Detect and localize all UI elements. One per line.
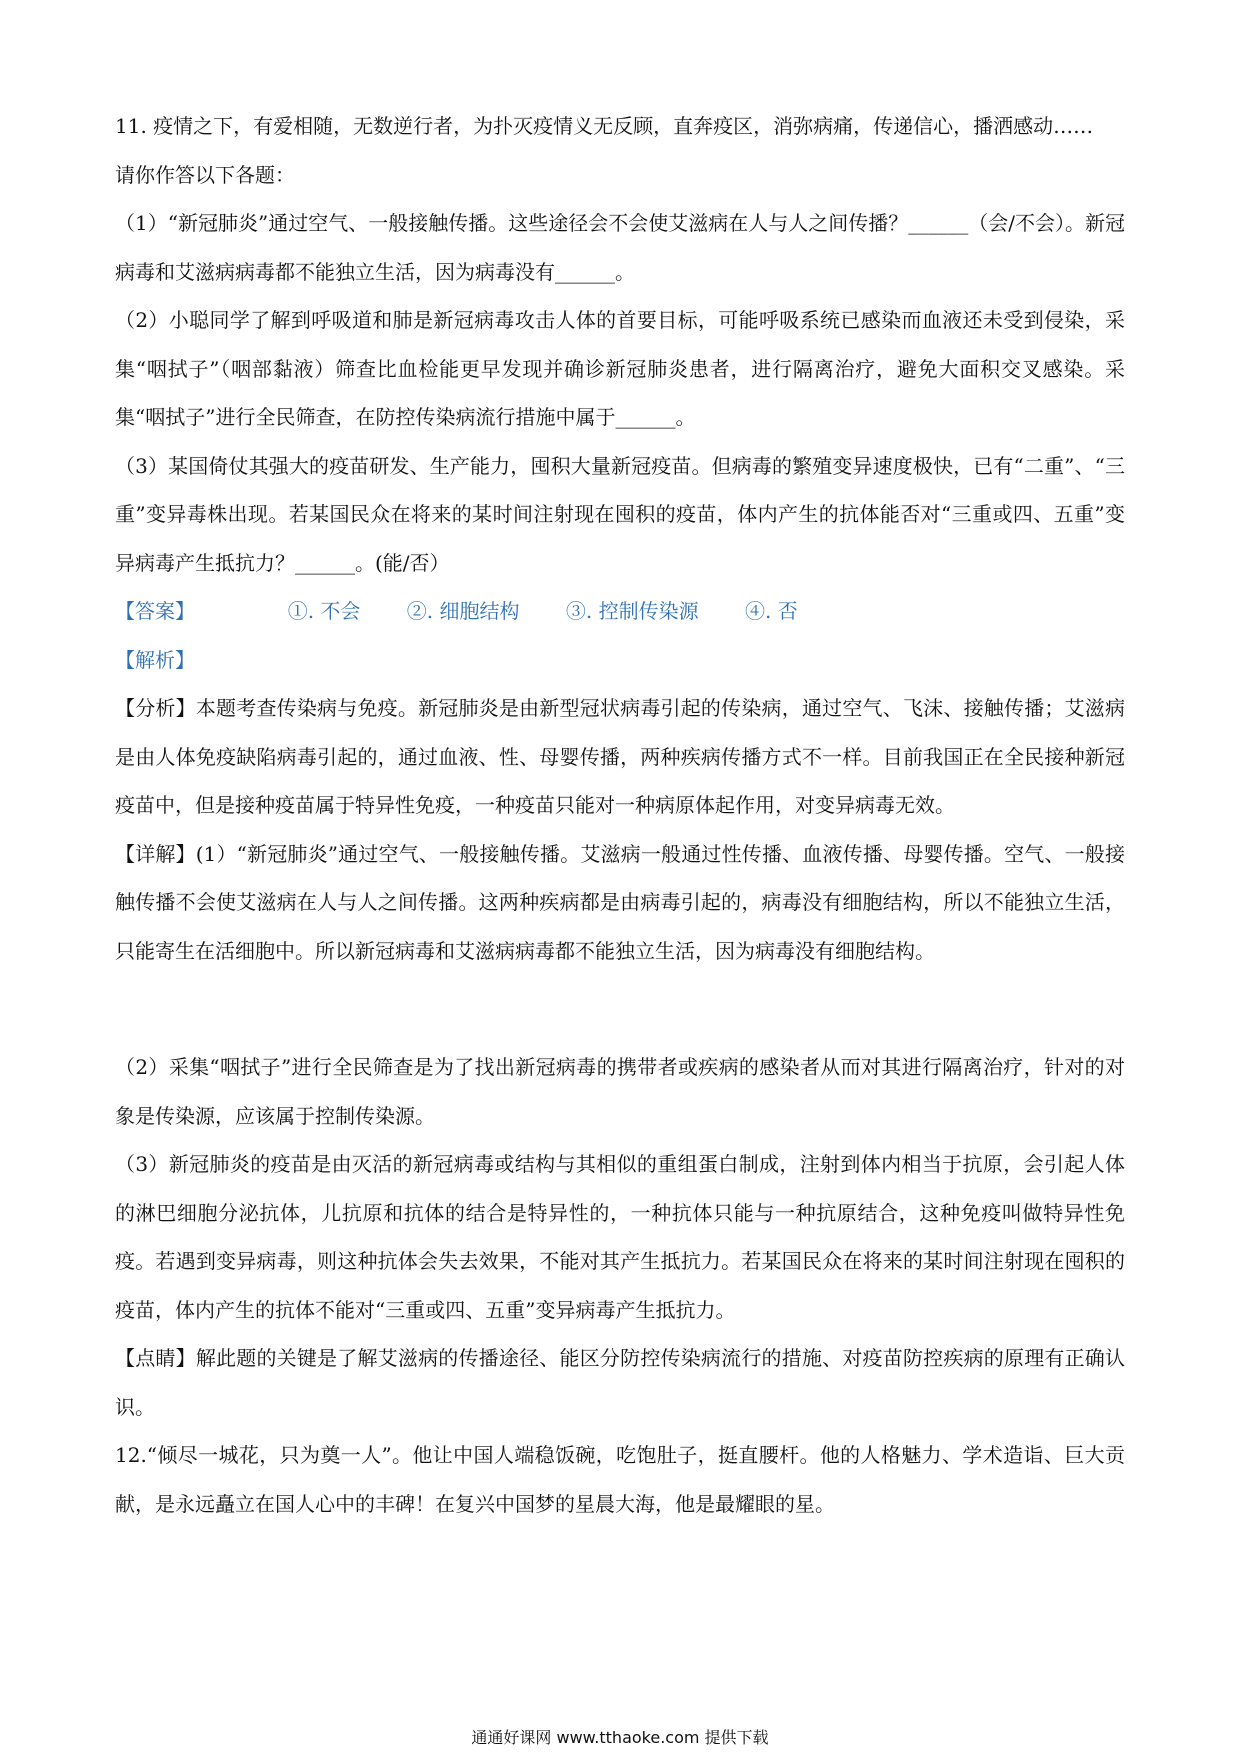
spacer — [115, 975, 1125, 1043]
fenxi-text: 本题考查传染病与免疫。新冠肺炎是由新型冠状病毒引起的传染病，通过空气、飞沫、接触传播；艾滋病是由人体免疫缺陷病毒引起的，通过血液、性、母婴传播，两种疾病传播方式不一样。目前我国正在全民接种新冠疫苗中，但是接种疫苗属于特异性免疫，一种疫苗只能对一种病原体起作用，对变异病毒无效。 — [115, 696, 1126, 817]
analysis-paragraph — [115, 684, 1125, 830]
dianjing-text: 解此题的关键是了解艾滋病的传播途径、能区分防控传染病流行的措施、对疫苗防控疾病的原理有正确认识。 — [115, 1346, 1126, 1419]
xiangjie-text-1: (1）“新冠肺炎”通过空气、一般接触传播。艾滋病一般通过性传播、血液传播、母婴传播。空气、一般接触传播不会使艾滋病在人与人之间传播。这两种疾病都是由病毒引起的，病毒没有细胞结构，所以不能独立生活，只能寄生在活细胞中。所以新冠病毒和艾滋病病毒都不能独立生活，因为病毒没有细胞结构。 — [115, 841, 1126, 963]
page-footer: 通通好课网 www.tthaoke.com 提供下载 — [471, 1728, 769, 1747]
q11-intro-line-1: 11. 疫情之下，有爱相随，无数逆行者，为扑灭疫情义无反顾，直奔疫区，消弥病痛，传递信心，播洒感动…… — [115, 114, 1094, 138]
answer-line — [115, 587, 1125, 636]
detail-paragraph-3: （3）新冠肺炎的疫苗是由灭活的新冠病毒或结构与其相似的重组蛋白制成，注射到体内相当于抗原，会引起人体的淋巴细胞分泌抗体，儿抗原和抗体的结合是特异性的，一种抗体只能与一种抗原结合，这种免疫叫做特异性免疫。若遇到变异病毒，则这种抗体会失去效果，不能对其产生抵抗力。若某国民众在将来的某时间注射现在囤积的疫苗，体内产生的抗体不能对“三重或四、五重”变异病毒产生抵抗力。 — [115, 1152, 1125, 1322]
detail-paragraph-1 — [115, 830, 1125, 976]
q11-sub-question-2: （2）小聪同学了解到呼吸道和肺是新冠病毒攻击人体的首要目标，可能呼吸系统已感染而血液还未受到侵染，采集“咽拭子”（咽部黏液）筛查比血检能更早发现并确诊新冠肺炎患者，进行隔离治疗，避免大面积交叉感染。采集“咽拭子”进行全民筛查，在防控传染病流行措施中属于______。 — [115, 308, 1125, 429]
answer-4: ④. 否 — [744, 599, 798, 623]
key-point-paragraph — [115, 1334, 1125, 1431]
answer-2: ②. 细胞结构 — [406, 599, 520, 623]
answer-3: ③. 控制传染源 — [565, 599, 699, 623]
xiangjie-label: 【详解】 — [115, 841, 196, 866]
fenxi-label: 【分析】 — [115, 696, 196, 720]
page-content — [115, 102, 1125, 1528]
dianjing-label: 【点睛】 — [115, 1346, 196, 1370]
analysis-heading: 【解析】 — [115, 647, 195, 672]
answer-1: ①. 不会 — [287, 599, 361, 623]
q11-sub-question-1: （1）“新冠肺炎”通过空气、一般接触传播。这些途径会不会使艾滋病在人与人之间传播？______（会/不会）。新冠病毒和艾滋病病毒都不能独立生活，因为病毒没有______。 — [115, 211, 1125, 284]
q11-intro-line-2: 请你作答以下各题： — [115, 162, 295, 187]
q12-text: 12.“倾尽一城花，只为奠一人”。他让中国人端稳饭碗，吃饱肚子，挺直腰杆。他的人格魅力、学术造诣、巨大贡献，是永远矗立在国人心中的丰碑！在复兴中国梦的星晨大海，他是最耀眼的星。 — [115, 1443, 1125, 1516]
detail-paragraph-2: （2）采集“咽拭子”进行全民筛查是为了找出新冠病毒的携带者或疾病的感染者从而对其进行隔离治疗，针对的对象是传染源，应该属于控制传染源。 — [115, 1055, 1125, 1128]
answer-label: 【答案】 — [115, 599, 195, 623]
q11-sub-question-3: （3）某国倚仗其强大的疫苗研发、生产能力，囤积大量新冠疫苗。但病毒的繁殖变异速度极快，已有“二重”、“三重”变异毒株出现。若某国民众在将来的某时间注射现在囤积的疫苗，体内产生的抗体能否对“三重或四、五重”变异病毒产生抵抗力？______。(能/否） — [115, 453, 1125, 575]
